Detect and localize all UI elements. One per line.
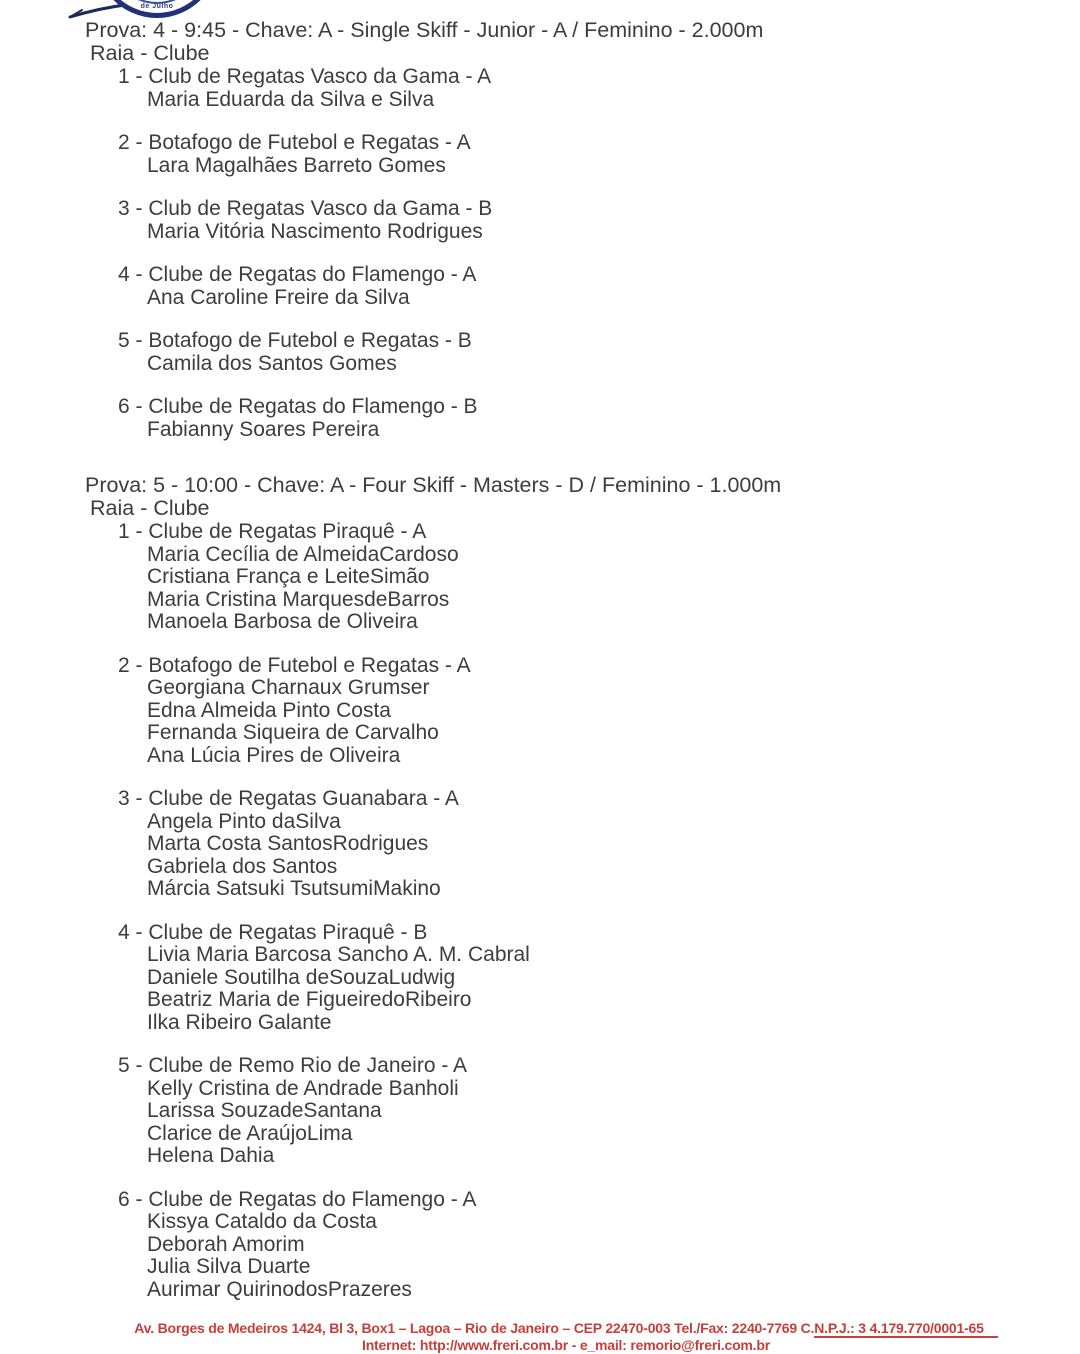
race-list bbox=[0, 19, 1080, 1301]
crew-member: Maria Vitória Nascimento Rodrigues bbox=[147, 219, 483, 243]
crew-member: Julia Silva Duarte bbox=[147, 1255, 311, 1278]
lane-club-separator: - bbox=[129, 787, 149, 810]
club-name: Botafogo de Futebol e Regatas - B bbox=[148, 329, 472, 352]
lane-number: 3 bbox=[118, 787, 130, 810]
race-entry bbox=[118, 198, 1080, 243]
crew-member: Beatriz Maria de FigueiredoRibeiro bbox=[147, 988, 472, 1011]
crew-list bbox=[147, 1078, 1080, 1168]
race-entry bbox=[118, 1189, 1080, 1302]
entry-club-line bbox=[118, 1055, 1080, 1078]
crew-list bbox=[147, 221, 1080, 244]
race-entry bbox=[118, 1055, 1080, 1168]
crew-list bbox=[147, 677, 1080, 767]
entry-club-line bbox=[118, 330, 1080, 353]
crew-list bbox=[147, 811, 1080, 901]
lane-club-separator: - bbox=[129, 329, 149, 352]
crew-member: Manoela Barbosa de Oliveira bbox=[147, 610, 418, 633]
footer-cnpj-underlined: N.P.J.: 3 4.179.770/0001-65 bbox=[814, 1320, 997, 1338]
crew-member: Helena Dahia bbox=[147, 1144, 275, 1167]
lane-number: 6 bbox=[118, 1187, 130, 1211]
club-crest-text: de Julho bbox=[140, 3, 174, 10]
crew-member: Ana Caroline Freire da Silva bbox=[147, 285, 410, 309]
crew-member: Fabianny Soares Pereira bbox=[147, 417, 380, 441]
club-name: Clube de Remo Rio de Janeiro - A bbox=[148, 1054, 468, 1077]
crew-member: Ilka Ribeiro Galante bbox=[147, 1010, 332, 1034]
lane-number: 1 bbox=[118, 65, 130, 88]
footer-internet-line: Internet: http://www.freri.com.br - e_mail: remorio@freri.com.br bbox=[362, 1337, 770, 1353]
race-entry bbox=[118, 396, 1080, 441]
club-name: Club de Regatas Vasco da Gama - B bbox=[148, 197, 493, 220]
crew-member: Gabriela dos Santos bbox=[147, 854, 338, 878]
crew-member: Ana Lúcia Pires de Oliveira bbox=[147, 743, 401, 767]
crew-list bbox=[147, 944, 1080, 1034]
race-entry bbox=[118, 132, 1080, 177]
footer-address-text: Av. Borges de Medeiros 1424, Bl 3, Box1 – Lagoa – Rio de Janeiro – CEP 22470-003 Tel./Fax: 2240-7769 C. bbox=[134, 1320, 815, 1336]
race-entries bbox=[0, 66, 1080, 441]
crew-member: Larissa SouzadeSantana bbox=[147, 1099, 382, 1122]
entry-club-line bbox=[118, 264, 1080, 287]
entry-club-line bbox=[118, 1189, 1080, 1212]
race-entry bbox=[118, 330, 1080, 375]
race-header: Prova: 5 - 10:00 - Chave: A - Four Skiff - Masters - D / Feminino - 1.000m bbox=[85, 473, 782, 497]
crew-list bbox=[147, 1211, 1080, 1301]
club-name: Botafogo de Futebol e Regatas - A bbox=[148, 131, 471, 154]
lane-number: 1 bbox=[118, 520, 130, 543]
crew-member: Lara Magalhães Barreto Gomes bbox=[147, 153, 446, 177]
footer-address-line bbox=[52, 1320, 1080, 1337]
lane-number: 5 bbox=[118, 1054, 130, 1077]
crew-member: Fernanda Siqueira de Carvalho bbox=[147, 721, 439, 744]
club-name: Clube de Regatas Piraquê - A bbox=[148, 520, 427, 543]
crew-member: Kissya Cataldo da Costa bbox=[147, 1210, 377, 1233]
crew-member: Aurimar QuirinodosPrazeres bbox=[147, 1277, 412, 1301]
crew-member: Daniele Soutilha deSouzaLudwig bbox=[147, 965, 456, 989]
race-entry bbox=[118, 264, 1080, 309]
race-section bbox=[0, 19, 1080, 441]
race-header: Prova: 4 - 9:45 - Chave: A - Single Skiff - Junior - A / Feminino - 2.000m bbox=[85, 18, 764, 42]
crew-list bbox=[147, 544, 1080, 634]
entry-club-line bbox=[118, 132, 1080, 155]
crew-member: Clarice de AraújoLima bbox=[147, 1121, 353, 1145]
lane-number: 4 bbox=[118, 263, 130, 286]
race-entry bbox=[118, 66, 1080, 111]
club-name: Club de Regatas Vasco da Gama - A bbox=[148, 65, 492, 88]
lane-number: 4 bbox=[118, 920, 130, 944]
crew-list bbox=[147, 287, 1080, 310]
entry-club-line bbox=[118, 396, 1080, 419]
lane-number: 2 bbox=[118, 653, 130, 677]
lane-club-separator: - bbox=[129, 520, 149, 543]
lane-number: 5 bbox=[118, 329, 130, 352]
lane-club-separator: - bbox=[129, 65, 149, 88]
crew-member: Kelly Cristina de Andrade Banholi bbox=[147, 1076, 459, 1100]
race-section bbox=[0, 474, 1080, 1301]
crew-member: Georgiana Charnaux Grumser bbox=[147, 676, 430, 699]
crew-list bbox=[147, 419, 1080, 442]
entry-club-line bbox=[118, 788, 1080, 811]
crew-member: Maria Cristina MarquesdeBarros bbox=[147, 587, 450, 611]
race-entry bbox=[118, 521, 1080, 634]
entry-club-line bbox=[118, 922, 1080, 945]
entry-club-line bbox=[118, 655, 1080, 678]
lane-club-separator: - bbox=[129, 131, 149, 154]
crew-list bbox=[147, 89, 1080, 112]
crew-member: Maria Cecília de AlmeidaCardoso bbox=[147, 542, 459, 566]
race-subheader: Raia - Clube bbox=[90, 41, 210, 65]
lane-number: 6 bbox=[118, 395, 130, 418]
crew-member: Marta Costa SantosRodrigues bbox=[147, 832, 429, 855]
club-name: Clube de Regatas do Flamengo - B bbox=[148, 395, 478, 418]
race-entry bbox=[118, 922, 1080, 1035]
club-name: Clube de Regatas Guanabara - A bbox=[148, 787, 459, 810]
lane-club-separator: - bbox=[129, 653, 149, 677]
race-subheader: Raia - Clube bbox=[90, 496, 210, 520]
lane-club-separator: - bbox=[129, 395, 149, 418]
crew-member: Angela Pinto daSilva bbox=[147, 809, 341, 833]
page-footer bbox=[0, 1320, 1080, 1354]
crew-member: Deborah Amorim bbox=[147, 1232, 305, 1256]
club-name: Clube de Regatas Piraquê - B bbox=[148, 920, 428, 944]
crew-list bbox=[147, 155, 1080, 178]
club-name: Botafogo de Futebol e Regatas - A bbox=[148, 653, 471, 677]
lane-club-separator: - bbox=[129, 1054, 149, 1077]
crew-member: Maria Eduarda da Silva e Silva bbox=[147, 87, 435, 111]
crew-member: Márcia Satsuki TsutsumiMakino bbox=[147, 877, 441, 900]
race-entries bbox=[0, 521, 1080, 1301]
crew-list bbox=[147, 353, 1080, 376]
club-name: Clube de Regatas do Flamengo - A bbox=[148, 1187, 477, 1211]
lane-number: 3 bbox=[118, 197, 130, 220]
entry-club-line bbox=[118, 521, 1080, 544]
club-name: Clube de Regatas do Flamengo - A bbox=[148, 263, 477, 286]
lane-club-separator: - bbox=[129, 263, 149, 286]
lane-club-separator: - bbox=[129, 1187, 149, 1211]
entry-club-line bbox=[118, 198, 1080, 221]
lane-club-separator: - bbox=[129, 197, 149, 220]
crew-member: Edna Almeida Pinto Costa bbox=[147, 698, 391, 722]
race-entry bbox=[118, 788, 1080, 901]
crew-member: Livia Maria Barcosa Sancho A. M. Cabral bbox=[147, 943, 530, 966]
lane-club-separator: - bbox=[129, 920, 149, 944]
race-entry bbox=[118, 655, 1080, 768]
crew-member: Cristiana França e LeiteSimão bbox=[147, 565, 430, 588]
lane-number: 2 bbox=[118, 131, 130, 154]
crew-member: Camila dos Santos Gomes bbox=[147, 351, 397, 375]
entry-club-line bbox=[118, 66, 1080, 89]
